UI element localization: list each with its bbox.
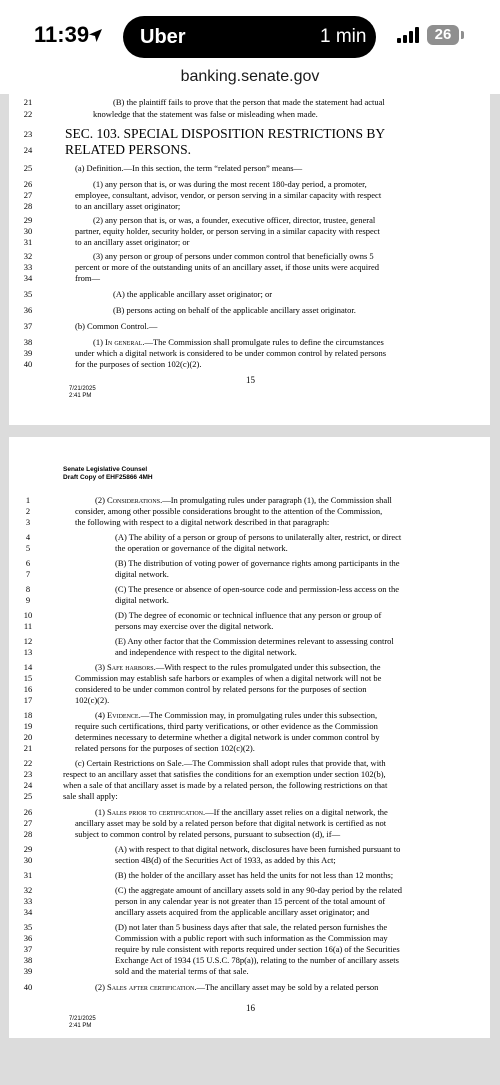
live-activity-app: Uber: [140, 26, 186, 48]
line-number: 16: [23, 684, 33, 694]
text-line: percent or more of the outstanding units of an ancillary asset, if those units were acquired: [75, 262, 380, 272]
text-line: Commission may establish safe harbors or examples of when a digital network will not be: [75, 673, 382, 683]
text-line: Commission with a public report with such information as the Commission may: [115, 933, 388, 943]
text-line: partner, equity holder, security holder, or person serving in a similar capacity with respect: [75, 226, 380, 236]
text-line: persons may exercise over the digital network.: [115, 621, 274, 631]
line-number: 25: [23, 791, 33, 801]
line-number: 32: [23, 885, 33, 895]
battery-level: 26: [427, 25, 459, 45]
document-page-15: [9, 94, 490, 425]
line-number: 26: [23, 807, 33, 817]
line-number: 2: [25, 506, 31, 516]
text-line: the following with respect to a digital network described in that paragraph:: [75, 517, 330, 527]
line-number: 6: [25, 558, 31, 568]
text-line: (E) Any other factor that the Commission determines relevant to assessing control: [115, 636, 394, 646]
text-line: sold and the material terms of that sale.: [115, 966, 249, 976]
text-line: Exchange Act of 1934 (15 U.S.C. 78p(a)), relating to the number of ancillary assets: [115, 955, 399, 965]
location-arrow-icon: [88, 28, 103, 43]
stamp-time: 2:41 PM: [69, 393, 92, 399]
line-number: 37: [23, 944, 33, 954]
line-number: 5: [25, 543, 31, 553]
line-number: 29: [23, 215, 33, 225]
line-number: 27: [23, 190, 33, 200]
text-line: determines necessary to determine whether a digital network is under common control by: [75, 732, 380, 742]
stamp-date: 7/21/2025: [69, 1016, 96, 1022]
text-line: under which a digital network is considered to be under common control by related persons: [75, 348, 387, 358]
line-number: 18: [23, 710, 33, 720]
line-number: 10: [23, 610, 33, 620]
line-number: 38: [23, 955, 33, 965]
text-line: require by rule consistent with reports required under section 16(a) of the Securities: [115, 944, 400, 954]
line-number: 21: [23, 743, 33, 753]
page-number: 16: [246, 1003, 255, 1013]
line-number: 12: [23, 636, 33, 646]
text-line: (A) The ability of a person or group of persons to unilaterally alter, restrict, or direct: [115, 532, 402, 542]
line-number: 24: [23, 145, 33, 155]
text-line: (C) The presence or absence of open-source code and permission-less access on the: [115, 584, 400, 594]
line-number: 30: [23, 226, 33, 236]
line-number: 3: [25, 517, 31, 527]
text-line: (1) Sales prior to certification.—If the ancillary asset relies on a digital network, the: [95, 807, 388, 817]
text-line: (3) any person or group of persons under common control that beneficially owns 5: [93, 251, 374, 261]
line-number: 40: [23, 982, 33, 992]
line-number: 28: [23, 829, 33, 839]
line-number: 30: [23, 855, 33, 865]
line-number: 35: [23, 922, 33, 932]
line-number: 31: [23, 870, 33, 880]
stamp-time: 2:41 PM: [69, 1023, 92, 1029]
text-line: considered to be under common control by related persons for the purposes of section: [75, 684, 367, 694]
line-number: 36: [23, 305, 33, 315]
line-number: 8: [25, 584, 31, 594]
line-number: 34: [23, 273, 33, 283]
line-number: 1: [25, 495, 31, 505]
text-line: (2) any person that is, or was, a founder, executive officer, director, trustee, general: [93, 215, 376, 225]
text-line: digital network.: [115, 569, 169, 579]
text-line: and independence with respect to the digital network.: [115, 647, 297, 657]
text-line: (D) not later than 5 business days after that sale, the related person furnishes the: [115, 922, 388, 932]
line-number: 22: [23, 758, 33, 768]
line-number: 14: [23, 662, 33, 672]
line-number: 39: [23, 348, 33, 358]
text-line: (B) The distribution of voting power of governance rights among participants in the: [115, 558, 400, 568]
text-line: knowledge that the statement was false or misleading when made.: [93, 109, 318, 119]
text-line: person in any calendar year is not greater than 15 percent of the total amount of: [115, 896, 386, 906]
text-line: respect to an ancillary asset that satisfies the conditions for an exemption under section 102(b),: [63, 769, 386, 779]
line-number: 11: [23, 621, 33, 631]
text-line: 102(c)(2).: [75, 695, 110, 705]
line-number: 31: [23, 237, 33, 247]
line-number: 19: [23, 721, 33, 731]
line-number: 36: [23, 933, 33, 943]
text-line: employee, consultant, advisor, vendor, or person serving in a similar capacity with respect: [75, 190, 382, 200]
line-number: 33: [23, 896, 33, 906]
line-number: 34: [23, 907, 33, 917]
text-line: (c) Certain Restrictions on Sale.—The Commission shall adopt rules that provide that, with: [75, 758, 386, 768]
line-number: 27: [23, 818, 33, 828]
section-heading: SEC. 103. SPECIAL DISPOSITION RESTRICTIONS BY: [65, 126, 386, 141]
line-number: 38: [23, 337, 33, 347]
browser-url[interactable]: banking.senate.gov: [180, 68, 320, 85]
line-number: 4: [25, 532, 31, 542]
text-line: consider, among other possible considerations brought to the attention of the Commission,: [75, 506, 383, 516]
line-number: 7: [25, 569, 31, 579]
line-number: 15: [23, 673, 33, 683]
text-line: (2) Sales after certification.—The ancillary asset may be sold by a related person: [95, 982, 379, 992]
text-line: from—: [75, 273, 101, 283]
text-line: digital network.: [115, 595, 169, 605]
live-activity-eta: 1 min: [320, 26, 367, 47]
text-line: (C) the aggregate amount of ancillary assets sold in any 90-day period by the related: [115, 885, 403, 895]
text-line: (A) with respect to that digital network, disclosures have been furnished pursuant to: [115, 844, 401, 854]
text-line: (b) Common Control.—: [75, 321, 158, 331]
text-line: (B) the plaintiff fails to prove that the person that made the statement had actual: [113, 97, 385, 107]
text-line: (a) Definition.—In this section, the term “related person” means—: [75, 163, 303, 173]
text-line: (4) Evidence.—The Commission may, in promulgating rules under this subsection,: [95, 710, 378, 720]
text-line: (D) The degree of economic or technical influence that any person or group of: [115, 610, 382, 620]
page-header-line: Draft Copy of EHF25866 4MH: [63, 474, 153, 481]
page-number: 15: [246, 375, 255, 385]
section-heading: RELATED PERSONS.: [65, 142, 192, 157]
text-line: for the purposes of section 102(c)(2).: [75, 359, 202, 369]
line-number: 32: [23, 251, 33, 261]
text-line: section 4B(d) of the Securities Act of 1933, as added by this Act;: [115, 855, 336, 865]
text-line: related persons for the purposes of section 102(c)(2).: [75, 743, 255, 753]
page-header-line: Senate Legislative Counsel: [63, 466, 148, 473]
document-page-16: [9, 437, 490, 1038]
line-number: 35: [23, 289, 33, 299]
text-line: ancillary assets acquired from the applicable ancillary asset originator; and: [115, 907, 370, 917]
line-number: 29: [23, 844, 33, 854]
text-line: the operation or governance of the digital network.: [115, 543, 288, 553]
text-line: sale shall apply:: [63, 791, 118, 801]
line-number: 9: [25, 595, 31, 605]
cellular-signal-icon: [397, 27, 421, 43]
text-line: (1) any person that is, or was during the most recent 180-day period, a promoter,: [93, 179, 367, 189]
text-line: ancillary asset may be sold by a related person before that digital network is certified as not: [75, 818, 387, 828]
line-number: 33: [23, 262, 33, 272]
line-number: 17: [23, 695, 33, 705]
line-number: 22: [23, 109, 33, 119]
text-line: (A) the applicable ancillary asset originator; or: [113, 289, 273, 299]
text-line: (B) the holder of the ancillary asset has held the units for not less than 12 months;: [115, 870, 394, 880]
text-line: subject to common control by related persons, pursuant to subsection (d), if—: [75, 829, 341, 839]
line-number: 21: [23, 97, 33, 107]
line-number: 28: [23, 201, 33, 211]
text-line: to an ancillary asset originator;: [75, 201, 181, 211]
text-line: (1) In general.—The Commission shall promulgate rules to define the circumstances: [93, 337, 384, 347]
text-line: when a sale of that ancillary asset is made by a related person, the following restrictions on that: [63, 780, 388, 790]
line-number: 23: [23, 129, 33, 139]
line-number: 40: [23, 359, 33, 369]
line-number: 23: [23, 769, 33, 779]
battery-tip: [461, 31, 464, 39]
status-time: 11:39: [34, 22, 90, 47]
line-number: 25: [23, 163, 33, 173]
text-line: require such certifications, third party verifications, or other evidence as the Commission: [75, 721, 378, 731]
line-number: 24: [23, 780, 33, 790]
text-line: to an ancillary asset originator; or: [75, 237, 190, 247]
line-number: 26: [23, 179, 33, 189]
stamp-date: 7/21/2025: [69, 386, 96, 392]
line-number: 13: [23, 647, 33, 657]
line-number: 20: [23, 732, 33, 742]
line-number: 39: [23, 966, 33, 976]
line-number: 37: [23, 321, 33, 331]
text-line: (3) Safe harbors.—With respect to the rules promulgated under this subsection, the: [95, 662, 381, 672]
text-line: (2) Considerations.—In promulgating rules under paragraph (1), the Commission shall: [95, 495, 392, 505]
text-line: (B) persons acting on behalf of the applicable ancillary asset originator.: [113, 305, 356, 315]
